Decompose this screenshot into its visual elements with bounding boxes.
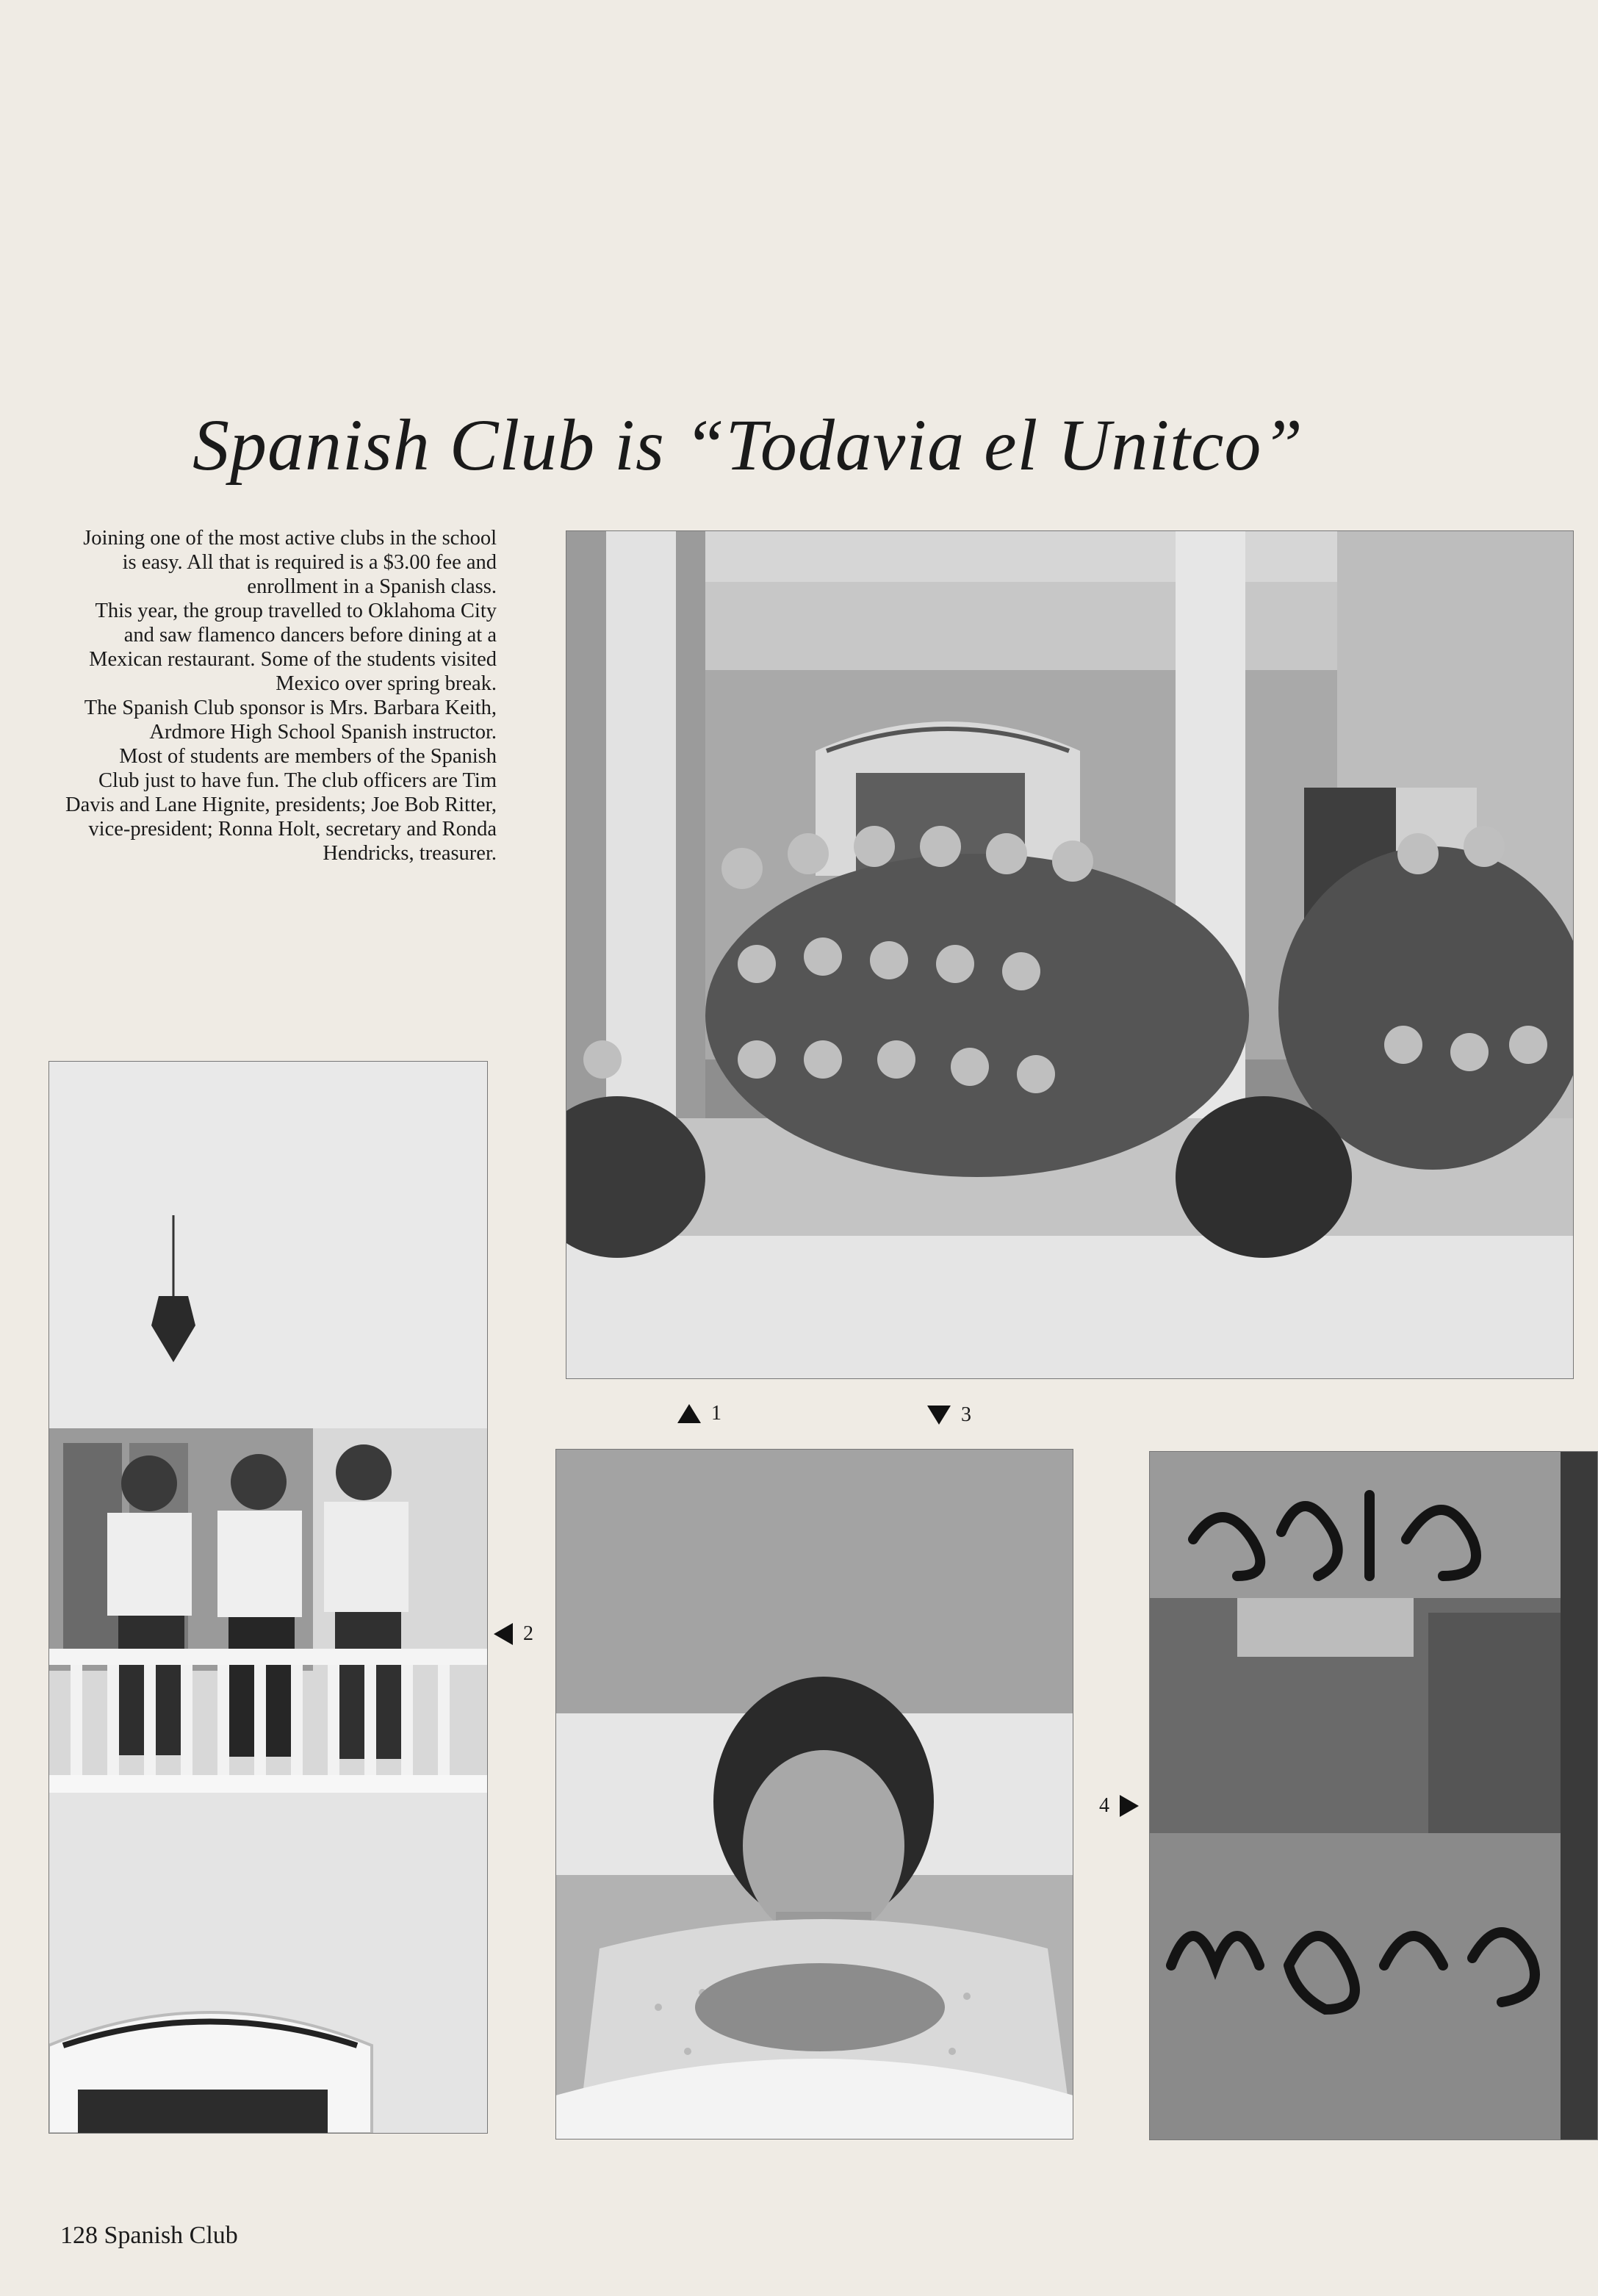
photo-hospital-bed bbox=[555, 1449, 1073, 2140]
photo-group-portrait bbox=[566, 530, 1574, 1379]
intro-paragraph-1: Joining one of the most active clubs in the school is easy. All that is required is a $3.00 fee and enrollment in a Spanish class. bbox=[83, 527, 497, 598]
photo-marker-2 bbox=[494, 1622, 533, 1646]
triangle-left-icon bbox=[494, 1623, 513, 1645]
page-headline: Spanish Club is “Todavia el Unitco” bbox=[192, 404, 1304, 486]
photo-marker-4 bbox=[1099, 1794, 1139, 1818]
photo-marker-3 bbox=[927, 1403, 971, 1427]
photo-marker-1-label: 1 bbox=[711, 1402, 721, 1425]
triangle-down-icon bbox=[927, 1406, 951, 1425]
intro-paragraph-2: This year, the group travelled to Oklahoma City and saw flamenco dancers before dining at a Mexican restaurant. Some of the students visited Mexico over spring break. bbox=[89, 600, 497, 695]
photo-marker-2-label: 2 bbox=[523, 1622, 533, 1645]
intro-paragraph-3: The Spanish Club sponsor is Mrs. Barbara Keith, Ardmore High School Spanish instructor. bbox=[84, 697, 497, 744]
triangle-right-icon bbox=[1120, 1795, 1139, 1817]
triangle-up-icon bbox=[677, 1404, 701, 1423]
photo-marker-1 bbox=[677, 1402, 721, 1425]
intro-paragraph-4: Most of students are members of the Spanish Club just to have fun. The club officers are Tim Davis and Lane Hignite, presidents; Joe Bob Ritter, vice-president; Ronna Holt, secretary and Ronda Hendricks, treasurer. bbox=[65, 745, 497, 865]
photo-marker-4-label: 4 bbox=[1099, 1794, 1109, 1817]
photo-marker-3-label: 3 bbox=[961, 1403, 971, 1426]
photo-balcony bbox=[48, 1061, 488, 2134]
intro-article bbox=[53, 526, 497, 866]
photo-painted-window bbox=[1149, 1451, 1598, 2140]
page-folio: 128 Spanish Club bbox=[60, 2222, 238, 2249]
